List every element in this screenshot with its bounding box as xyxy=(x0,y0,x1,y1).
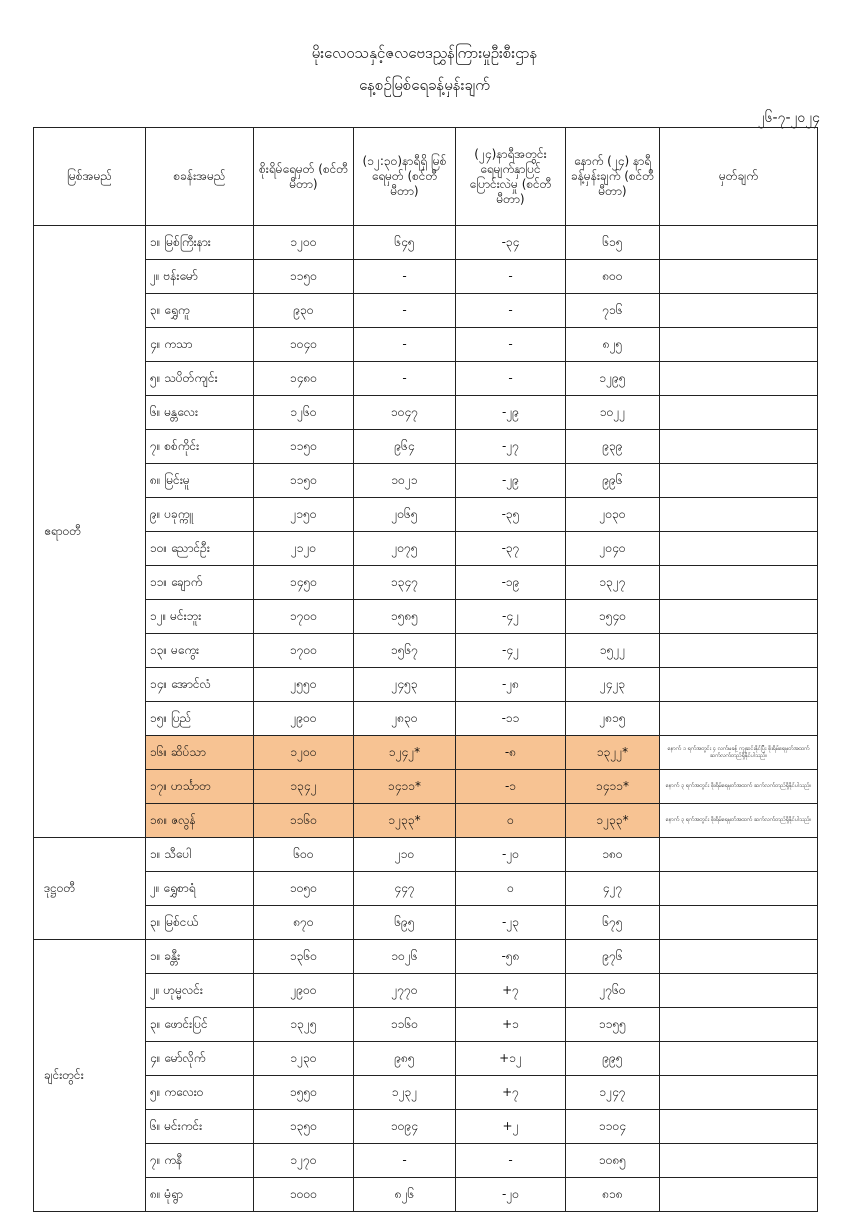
danger-level-cell: ၁၃၆၀ xyxy=(254,940,354,974)
change-cell: ၀ xyxy=(456,872,566,906)
current-level-cell: - xyxy=(354,294,456,328)
change-cell: -၂၉ xyxy=(456,464,566,498)
station-name: ၄။ မော်လိုက် xyxy=(146,1042,254,1076)
remark-cell xyxy=(660,1144,818,1178)
table-row xyxy=(34,226,818,260)
current-level-cell: ၂၇၇၀ xyxy=(354,974,456,1008)
forecast-cell: ၄၂၇ xyxy=(566,872,660,906)
danger-level-cell: ၁၀၄၀ xyxy=(254,328,354,362)
forecast-cell: ၁၃၂၂* xyxy=(566,736,660,770)
remark-cell xyxy=(660,464,818,498)
forecast-cell: ၉၉၅ xyxy=(566,1042,660,1076)
remark-cell xyxy=(660,838,818,872)
station-name: ၇။ ကနီ xyxy=(146,1144,254,1178)
change-cell: - xyxy=(456,1144,566,1178)
table-row xyxy=(34,1110,818,1144)
remark-cell xyxy=(660,1076,818,1110)
remark-cell: နောက် ၁ ရက်အတွင်း ၄ လက်မခန့် ကျဆင်းနိုင်ပြီး စိုးရိမ်ရေမှတ်အထက်ဆက်လက်တည်ရှိနိုင်ပါသည်။ xyxy=(660,736,818,770)
current-level-cell: ၉၆၄ xyxy=(354,430,456,464)
danger-level-cell: ၂၅၅၀ xyxy=(254,668,354,702)
current-level-cell: - xyxy=(354,362,456,396)
forecast-cell: ၂၀၄၀ xyxy=(566,532,660,566)
current-level-cell: ၁၂၃၂ xyxy=(354,1076,456,1110)
col-danger-level: စိုးရိမ်ရေမှတ် (စင်တီမီတာ) xyxy=(254,128,354,226)
col-river: မြစ်အမည် xyxy=(34,128,146,226)
change-cell: +၁၂ xyxy=(456,1042,566,1076)
current-level-cell: ၁၀၉၄ xyxy=(354,1110,456,1144)
forecast-cell: ၉၃၉ xyxy=(566,430,660,464)
river-name: ဒုဋ္ဌဝတီ xyxy=(34,838,146,940)
station-name: ၇။ စစ်ကိုင်း xyxy=(146,430,254,464)
station-name: ၂။ ဟုမ္မလင်း xyxy=(146,974,254,1008)
forecast-cell: ၇၁၆ xyxy=(566,294,660,328)
forecast-cell: ၁၅၄၀ xyxy=(566,600,660,634)
change-cell: -၂၃ xyxy=(456,906,566,940)
station-name: ၁၃။ မကွေး xyxy=(146,634,254,668)
change-cell: -၂၈ xyxy=(456,668,566,702)
forecast-cell: ၁၅၂၂ xyxy=(566,634,660,668)
station-name: ၂။ ဗန်းမော် xyxy=(146,260,254,294)
table-row xyxy=(34,498,818,532)
forecast-cell: ၂၇၆၀ xyxy=(566,974,660,1008)
current-level-cell: - xyxy=(354,1144,456,1178)
station-name: ၉။ ပခုက္ကူ xyxy=(146,498,254,532)
table-row xyxy=(34,940,818,974)
table-row xyxy=(34,634,818,668)
table-row xyxy=(34,260,818,294)
station-name: ၁။ မြစ်ကြီးနား xyxy=(146,226,254,260)
table-row xyxy=(34,1144,818,1178)
station-name: ၁။ ခန္တီး xyxy=(146,940,254,974)
current-level-cell: ၄၄၇ xyxy=(354,872,456,906)
current-level-cell: ၂၁၀ xyxy=(354,838,456,872)
remark-cell xyxy=(660,634,818,668)
forecast-cell: ၂၀၃၀ xyxy=(566,498,660,532)
table-row xyxy=(34,294,818,328)
station-name: ၃။ မြစ်ငယ် xyxy=(146,906,254,940)
forecast-cell: ၁၀၂၂ xyxy=(566,396,660,430)
river-level-table xyxy=(33,127,818,1212)
forecast-cell: ၈၁၈ xyxy=(566,1178,660,1212)
remark-cell xyxy=(660,1042,818,1076)
danger-level-cell: ၁၅၅၀ xyxy=(254,1076,354,1110)
station-name: ၄။ ကသာ xyxy=(146,328,254,362)
remark-cell xyxy=(660,872,818,906)
danger-level-cell: ၁၁၅၀ xyxy=(254,260,354,294)
danger-level-cell: ၁၂၆၀ xyxy=(254,396,354,430)
forecast-cell: ၁၁၅၅ xyxy=(566,1008,660,1042)
current-level-cell: - xyxy=(354,328,456,362)
current-level-cell: - xyxy=(354,260,456,294)
change-cell: -၅၈ xyxy=(456,940,566,974)
remark-cell xyxy=(660,668,818,702)
danger-level-cell: ၉၃၀ xyxy=(254,294,354,328)
current-level-cell: ၁၅၈၅ xyxy=(354,600,456,634)
table-row xyxy=(34,464,818,498)
current-level-cell: ၉၈၅ xyxy=(354,1042,456,1076)
remark-cell xyxy=(660,1178,818,1212)
current-level-cell: ၆၄၅ xyxy=(354,226,456,260)
danger-level-cell: ၁၄၅၀ xyxy=(254,566,354,600)
danger-level-cell: ၂၉၀၀ xyxy=(254,974,354,1008)
current-level-cell: ၁၂၃၃* xyxy=(354,804,456,838)
station-name: ၁၅။ ပြည် xyxy=(146,702,254,736)
danger-level-cell: ၆၀၀ xyxy=(254,838,354,872)
table-body xyxy=(34,226,818,1212)
forecast-cell: ၁၄၁၁* xyxy=(566,770,660,804)
forecast-cell: ၁၂၃၃* xyxy=(566,804,660,838)
table-row xyxy=(34,430,818,464)
change-cell: ၀ xyxy=(456,804,566,838)
current-level-cell: ၁၁၆၀ xyxy=(354,1008,456,1042)
table-row xyxy=(34,1076,818,1110)
change-cell: - xyxy=(456,362,566,396)
danger-level-cell: ၁၀၅၀ xyxy=(254,872,354,906)
col-forecast: နောက် (၂၄) နာရီ ခန့်မှန်းချက် (စင်တီမီတာ) xyxy=(566,128,660,226)
station-name: ၆။ မင်းကင်း xyxy=(146,1110,254,1144)
page-title: မိုးလေဝသနှင့်ဇလဗေဒညွှန်ကြားမှုဦးစီးဌာန xyxy=(311,44,538,62)
col-remark: မှတ်ချက် xyxy=(660,128,818,226)
current-level-cell: ၆၉၅ xyxy=(354,906,456,940)
danger-level-cell: ၁၂၀၀ xyxy=(254,226,354,260)
current-level-cell: ၁၂၄၂* xyxy=(354,736,456,770)
remark-cell xyxy=(660,974,818,1008)
station-name: ၅။ ကလေးဝ xyxy=(146,1076,254,1110)
table-row xyxy=(34,702,818,736)
remark-cell xyxy=(660,532,818,566)
station-name: ၁၄။ အောင်လံ xyxy=(146,668,254,702)
forecast-cell: ၆၁၅ xyxy=(566,226,660,260)
forecast-cell: ၆၇၅ xyxy=(566,906,660,940)
danger-level-cell: ၁၃၄၂ xyxy=(254,770,354,804)
remark-cell xyxy=(660,430,818,464)
table-row xyxy=(34,1042,818,1076)
danger-level-cell: ၁၂၇၀ xyxy=(254,1144,354,1178)
report-date: ၂၆-၇-၂၀၂၄ xyxy=(757,110,820,126)
table-row xyxy=(34,1178,818,1212)
change-cell: - xyxy=(456,294,566,328)
remark-cell xyxy=(660,940,818,974)
remark-cell: နောက် ၃ ရက်အတွင်း စိုးရိမ်ရေမှတ်အထက် ဆက်လက်တည်ရှိနိုင်ပါသည်။ xyxy=(660,770,818,804)
change-cell: -၂၀ xyxy=(456,1178,566,1212)
forecast-cell: ၂၄၂၃ xyxy=(566,668,660,702)
change-cell: +၇ xyxy=(456,974,566,1008)
danger-level-cell: ၂၁၂၀ xyxy=(254,532,354,566)
table-row xyxy=(34,804,818,838)
danger-level-cell: ၂၉၀၀ xyxy=(254,702,354,736)
change-cell: -၂၇ xyxy=(456,430,566,464)
remark-cell xyxy=(660,328,818,362)
forecast-cell: ၁၂၄၇ xyxy=(566,1076,660,1110)
table-row xyxy=(34,532,818,566)
forecast-cell: ၁၁၀၄ xyxy=(566,1110,660,1144)
table-row xyxy=(34,668,818,702)
danger-level-cell: ၁၇၀၀ xyxy=(254,634,354,668)
station-name: ၁။ သီပေါ xyxy=(146,838,254,872)
change-cell: -၁ xyxy=(456,770,566,804)
current-level-cell: ၂၀၇၅ xyxy=(354,532,456,566)
current-level-cell: ၁၃၄၇ xyxy=(354,566,456,600)
current-level-cell: ၁၀၂၁ xyxy=(354,464,456,498)
change-cell: - xyxy=(456,328,566,362)
change-cell: -၃၄ xyxy=(456,226,566,260)
station-name: ၁၆။ ဆိပ်သာ xyxy=(146,736,254,770)
change-cell: -၁၁ xyxy=(456,702,566,736)
table-row xyxy=(34,396,818,430)
table-row xyxy=(34,362,818,396)
station-name: ၃။ ရွှေကူ xyxy=(146,294,254,328)
col-change-24h: (၂၄)နာရီအတွင်း ရေမျက်နှာပြင် ပြောင်းလဲမှု (စင်တီမီတာ) xyxy=(456,128,566,226)
change-cell: +၁ xyxy=(456,1008,566,1042)
danger-level-cell: ၁၃၅၀ xyxy=(254,1110,354,1144)
change-cell: -၃၇ xyxy=(456,532,566,566)
remark-cell xyxy=(660,226,818,260)
station-name: ၅။ သပိတ်ကျင်း xyxy=(146,362,254,396)
table-row xyxy=(34,736,818,770)
river-name: ဧရာဝတီ xyxy=(34,226,146,838)
remark-cell xyxy=(660,1110,818,1144)
forecast-cell: ၁၂၉၅ xyxy=(566,362,660,396)
remark-cell xyxy=(660,1008,818,1042)
station-name: ၁၇။ ဟင်္သာတ xyxy=(146,770,254,804)
station-name: ၃။ ဖောင်းပြင် xyxy=(146,1008,254,1042)
remark-cell: နောက် ၃ ရက်အတွင်း စိုးရိမ်ရေမှတ်အထက် ဆက်လက်တည်ရှိနိုင်ပါသည်။ xyxy=(660,804,818,838)
page-subtitle: နေ့စဉ်မြစ်ရေခန့်မှန်းချက် xyxy=(359,76,490,94)
change-cell: +၇ xyxy=(456,1076,566,1110)
change-cell: +၂ xyxy=(456,1110,566,1144)
table-row xyxy=(34,328,818,362)
table-row xyxy=(34,770,818,804)
table-row xyxy=(34,838,818,872)
remark-cell xyxy=(660,702,818,736)
danger-level-cell: ၁၃၂၅ xyxy=(254,1008,354,1042)
forecast-cell: ၈၀၀ xyxy=(566,260,660,294)
danger-level-cell: ၁၂၀၀ xyxy=(254,736,354,770)
station-name: ၁၂။ မင်းဘူး xyxy=(146,600,254,634)
danger-level-cell: ၁၁၅၀ xyxy=(254,464,354,498)
table-row xyxy=(34,872,818,906)
table-row xyxy=(34,974,818,1008)
forecast-cell: ၁၀၈၅ xyxy=(566,1144,660,1178)
change-cell: -၄၂ xyxy=(456,600,566,634)
station-name: ၁၁။ ချောက် xyxy=(146,566,254,600)
station-name: ၈။ မုံရွာ xyxy=(146,1178,254,1212)
change-cell: - xyxy=(456,260,566,294)
remark-cell xyxy=(660,362,818,396)
current-level-cell: ၁၅၆၇ xyxy=(354,634,456,668)
station-name: ၆။ မန္တလေး xyxy=(146,396,254,430)
col-station: စခန်းအမည် xyxy=(146,128,254,226)
table-header-row xyxy=(34,128,818,226)
station-name: ၂။ ရွှေစာရံ xyxy=(146,872,254,906)
table-row xyxy=(34,906,818,940)
current-level-cell: ၂၀၆၅ xyxy=(354,498,456,532)
danger-level-cell: ၁၁၆၀ xyxy=(254,804,354,838)
col-level-now: (၁၂:၃၀)နာရီရှိ မြစ်ရေမှတ် (စင်တီမီတာ) xyxy=(354,128,456,226)
current-level-cell: ၁၀၄၇ xyxy=(354,396,456,430)
forecast-cell: ၁၃၂၇ xyxy=(566,566,660,600)
change-cell: -၄၂ xyxy=(456,634,566,668)
change-cell: -၈ xyxy=(456,736,566,770)
forecast-cell: ၉၉၆ xyxy=(566,464,660,498)
danger-level-cell: ၁၂၃၀ xyxy=(254,1042,354,1076)
current-level-cell: ၈၂၆ xyxy=(354,1178,456,1212)
danger-level-cell: ၂၁၅၀ xyxy=(254,498,354,532)
remark-cell xyxy=(660,260,818,294)
remark-cell xyxy=(660,600,818,634)
forecast-cell: ၈၂၅ xyxy=(566,328,660,362)
remark-cell xyxy=(660,498,818,532)
forecast-cell: ၂၈၁၅ xyxy=(566,702,660,736)
current-level-cell: ၂၈၃၀ xyxy=(354,702,456,736)
station-name: ၁၀။ ညောင်ဦး xyxy=(146,532,254,566)
station-name: ၁၈။ ဇလွန် xyxy=(146,804,254,838)
current-level-cell: ၁၄၁၁* xyxy=(354,770,456,804)
current-level-cell: ၂၄၅၃ xyxy=(354,668,456,702)
change-cell: -၁၉ xyxy=(456,566,566,600)
change-cell: -၂၀ xyxy=(456,838,566,872)
table-row xyxy=(34,600,818,634)
remark-cell xyxy=(660,906,818,940)
danger-level-cell: ၁၇၀၀ xyxy=(254,600,354,634)
change-cell: -၂၉ xyxy=(456,396,566,430)
danger-level-cell: ၁၁၅၀ xyxy=(254,430,354,464)
change-cell: -၃၅ xyxy=(456,498,566,532)
danger-level-cell: ၁၀၀၀ xyxy=(254,1178,354,1212)
remark-cell xyxy=(660,294,818,328)
river-name: ချင်းတွင်း xyxy=(34,940,146,1212)
table-row xyxy=(34,1008,818,1042)
danger-level-cell: ၈၇၀ xyxy=(254,906,354,940)
forecast-cell: ၁၈၀ xyxy=(566,838,660,872)
remark-cell xyxy=(660,566,818,600)
remark-cell xyxy=(660,396,818,430)
current-level-cell: ၁၀၂၆ xyxy=(354,940,456,974)
danger-level-cell: ၁၄၈၀ xyxy=(254,362,354,396)
station-name: ၈။ မြင်းမူ xyxy=(146,464,254,498)
table-row xyxy=(34,566,818,600)
forecast-cell: ၉၇၆ xyxy=(566,940,660,974)
